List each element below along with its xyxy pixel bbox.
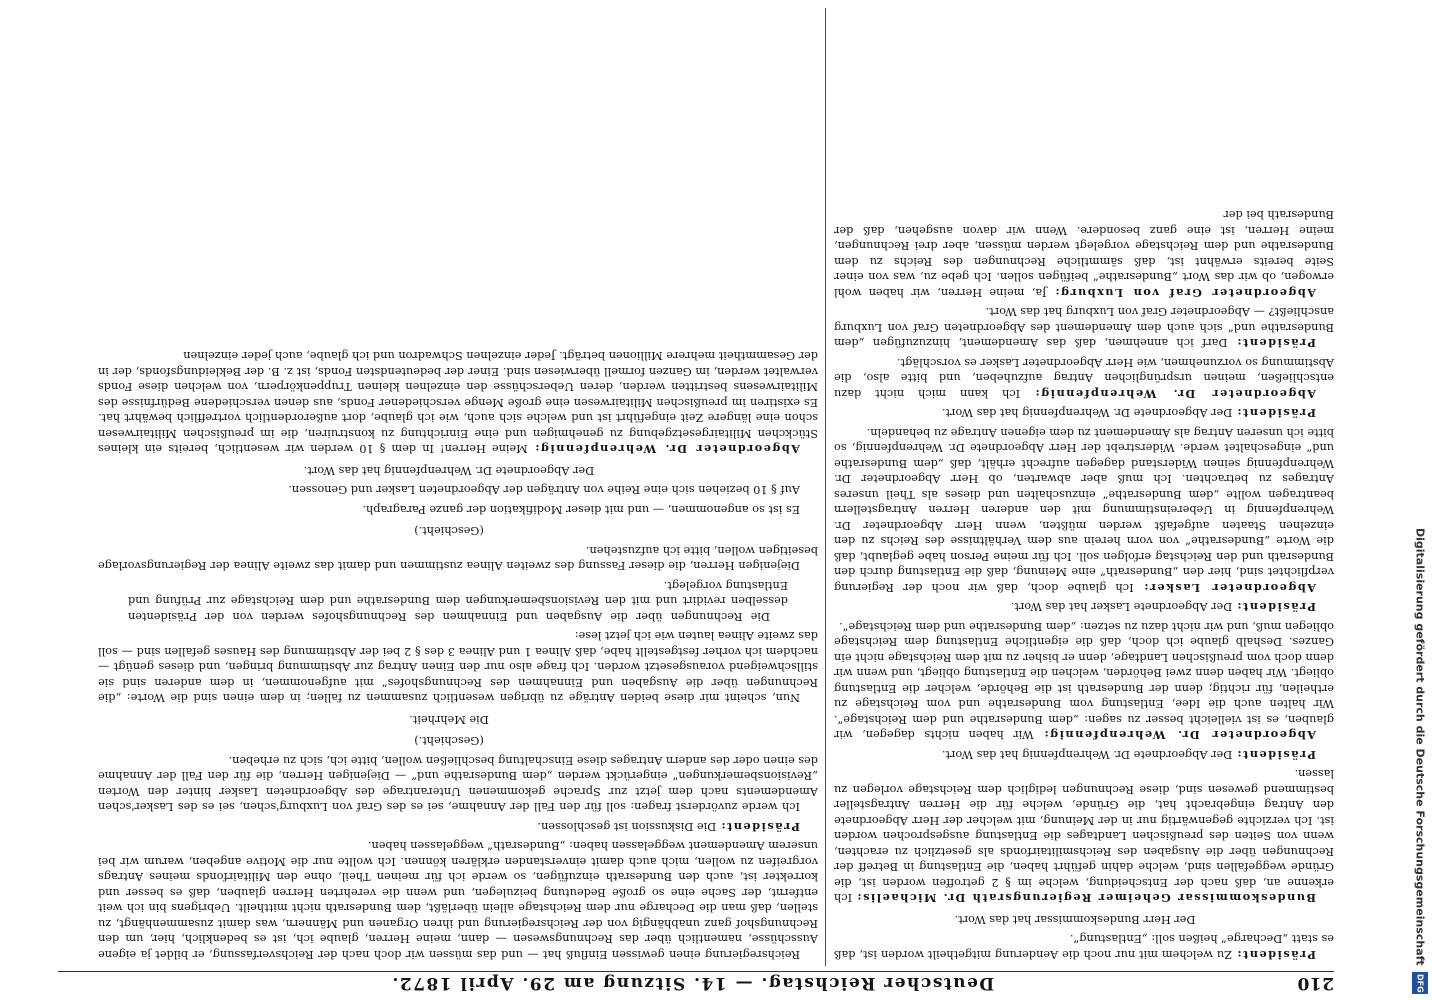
page-header <box>58 971 1334 994</box>
paragraph <box>98 543 818 574</box>
centered-line: Die Mehrheit. <box>409 713 489 726</box>
paragraph <box>98 819 818 835</box>
speaker-name: Abgeordneter Dr. Wehrenpfennig: <box>533 442 800 457</box>
paragraph <box>834 931 1334 962</box>
paragraph-text: Darf ich annehmen, daß das Amendement, hinzuzufügen „dem Bundesrathe und“ sich auch dem Amendement des Abgeordneten Graf von Luxburg anschließt? — Abgeordneter Graf von Luxburg hat das Wort. <box>834 305 1334 350</box>
speaker-name: Präsident: <box>1235 600 1316 615</box>
speaker-name: Abgeordneter Dr. Wehrenpfennig: <box>1043 728 1316 743</box>
paragraph-text: Der Abgeordnete Lasker hat das Wort. <box>1010 600 1233 614</box>
paragraph-text: Ich werde zuvörderst fragen: soll für den Fall der Annahme, sei es des Graf von Luxburg'schen, sei es des Lasker'schen Amendements nach dem jetzt zur Sprache gekommenen Unterantrage des Abgeordneten Lasker hinter den Worten „Revisionsbemerkungen“ eingerückt werden „dem Bundesrathe und“ — Diejenigen Herren, die für den Fall der Annahme des einen oder des andern Antrages diese Einschaltung beschließen wollen, bitte ich, sich zu erheben. <box>98 754 818 814</box>
paragraph <box>98 753 818 815</box>
column-divider <box>825 8 826 966</box>
digitization-footer <box>1408 0 1432 1000</box>
paragraph-text: Nun, scheint mir diese beiden Anträge zu übrigen wesentlich zusammen zu fallen; in dem einen sind die Worte: „die Rechnungen über die Ausgaben und Einnahmen des Rechnungshofes“ mit aufgenommen, in dem anderen sind sie stillschweigend vorausgesetzt worden. Ich frage also nur den Einen Antrag zur Abstimmung bringen, und dieses genügt — nachdem ich vorher festgestellt habe, daß Alinea 1 und Alinea 3 des § 2 bei der Abstimmung des Hauses gefallen sind — soll das zweite Alinea lauten wie ich jetzt lese: <box>98 629 818 705</box>
digitization-note: Digitalisierung gefördert durch die Deutsche Forschungsgemeinschaft <box>1413 528 1427 966</box>
speaker-name: Präsident: <box>1235 406 1316 421</box>
paragraph-text: Ich erkenne an, daß nach der Entscheidung, welche im § 2 getroffen worden ist, die Gründe weggefallen sind, welche dahin geführt haben, die Entlastung in Betreff der Rechnungen über die Ausgaben des Reichsmilitairfonds als gesetzlich zu erachten, wenn von Seiten des preußischen Landtages die Entlastung ausgesprochen worden ist. Ich verzichte gegenwärtig nur in der Meinung, mit welcher der Herr Abgeordnete den Antrag eingebracht hat, die Gründe, welche für die Herren Antragsteller bestimmend gewesen sind, diese Rechnungen lediglich dem Reichstage vorlegen zu lassen. <box>834 767 1334 905</box>
paragraph-text: Wir haben nichts dagegen, wir glauben, es ist vielleicht besser zu sagen: „dem Bundesrathe und dem Reichstage“. Wir halten auch die Idee, Entlastung vom Bundesrathe und vom Reichstage zu ertheilen, für richtig; denn der Bundesrath ist die Behörde, welcher die Entlastung obliegt. Wir haben denn zwei Behörden, welchen die Entlastung obliegt, und wenn wir denn doch vom preußischen Landtage, denn er bisher zu mit dem Reichstage nicht ein Ganzes. Deshalb glaube ich doch, daß die eigentliche Entlastung dem Reichstage obliegen muß, und wir nicht dazu zu setzen: „dem Bundesrathe und dem Reichstage“. <box>834 620 1334 742</box>
paragraph-text: Die Diskussion ist geschlossen. <box>537 820 717 833</box>
quoted-text: Die Rechnungen über die Ausgaben und Einnahmen des Rechnungshofes werden von der Präsidenten desselben revidirt und mit den Revisionsbemerkungen dem Bundesrathe und dem Reichstage zur Prüfung und Entlastung vorgelegt. <box>128 579 788 623</box>
paragraph <box>98 838 818 962</box>
paragraph-text: Auf § 10 beziehen sich eine Reihe von Anträgen der Abgeordneten Lasker und Genossen. <box>288 483 800 497</box>
centered-line: Der Herr Bundeskommissar hat das Wort. <box>954 913 1196 926</box>
speaker-name: Präsident: <box>1235 336 1316 351</box>
running-title: Deutscher Reichstag. — 14. Sitzung am 29. April 1872. <box>390 973 995 993</box>
paragraph-text: Ich glaube doch, daß wir noch der Regierung verpflichtet sind, hier den „Bundesrath“ eine Meinung, daß die Entlastung durch den Bundesrath und den Reichstag erfolgen soll. Ich für meine Person habe geglaubt, daß die Worte „Bundesrathe“ von vorn herein aus dem Verhältnisse des Reichs zu den einzelnen Staaten aufgefaßt werden müßten, wenn Herr Abgeordneter Dr. Wehrenpfennig in Uebereinstimmung mit den anderen Herren Antragstellern beantragen wollte „dem Bundesrathe“ einzuschalten und dieses als Theil unseres Antrages zu betrachten. Ich muß aber abwarten, ob Herr Abgeordneter Dr. Wehrenpfennig seinen Widerstand dagegen aufrecht erhält, daß „dem Bundesrathe und“ eingeschaltet werde. Widerstrebt der Herr Abgeordnete Dr. Wehrenpfennig, so bitte ich unseren Antrag als Amendement zu dem eigenen Antrage zu behandeln. <box>834 426 1334 594</box>
right-column <box>98 10 818 962</box>
paragraph <box>834 207 1334 300</box>
paragraph <box>98 628 818 706</box>
paragraph <box>834 747 1334 763</box>
paragraph-text: Es ist so angenommen, — und mit dieser Modifikation der ganze Paragraph. <box>362 503 800 516</box>
speaker-name: Präsident: <box>1235 948 1316 962</box>
paragraph-text: Der Abgeordnete Dr. Wehrenpfennig hat das Wort. <box>941 406 1233 420</box>
speaker-name: Präsident: <box>1235 748 1316 762</box>
paragraph <box>834 599 1334 615</box>
paragraph-text: Zu welchem mit nur noch die Aenderung mitgetheilt worden ist, daß es statt „Decharge“ heißen soll: „Entlastung“. <box>834 932 1334 961</box>
paragraph <box>834 304 1334 351</box>
paragraph <box>98 348 818 457</box>
dfg-logo: DFG <box>1412 972 1428 994</box>
paragraph-text: Meine Herren! In dem § 10 werden wir wesentlich, bereits ein kleines Stückchen Militairgesetzgebung zu genehmigen und eine Einrichtung zu konstruiren, die im preußischen Militairwesen schon eine längere Zeit eingeführt ist und welche sich auch, wie ich glaube, dort außerordentlich vortrefflich bewährt hat. Es existiren im preußischen Militairwesen eine große Menge verschiedener Fonds, aus denen verschiedene Bedürfnisse des Militairwesens bestritten werden, deren Ueberschüsse den einzelnen kleinen Truppenkörpern, von welchen diese Fonds verwaltet werden, im Ganzen formell überwiesen sind. Einer der bedeutendsten Fonds, ist z. B. der Bekleidungsfonds, der in der Gesammtheit mehrere Millionen beträgt. Jeder einzelnen Schwadron und ich glaube, auch jeder einzelnen <box>98 349 818 456</box>
centered-line: Der Abgeordnete Dr. Wehrenpfennig hat das Wort. <box>303 464 595 477</box>
stage-direction: (Geschieht.) <box>414 734 484 748</box>
paragraph-text: Diejenigen Herren, die dieser Fassung des zweiten Alinea zustimmen und damit das zweite Alinea der Regierungsvorlage beseitigen wollen, bitte ich aufzustehen. <box>98 544 818 573</box>
paragraph-text: Ja, meine Herren, wir haben wohl erwogen, ob wir das Wort „Bundesrathe“ beifügen sollen. Ich gebe zu, was von einer Seite bereits erwähnt ist, daß sämmtliche Rechnungen des Reichs zu dem Bundesrathe und dem Reichstage vorgelegt werden müssen, aber drei Rechnungen, meine Herren, ist eine ganz besondere. Wenn wir davon ausgehen, daß der Bundesrath bei der <box>834 208 1334 299</box>
speaker-name: Bundeskommissar Geheimer Regierungsrath Dr. Michaelis: <box>855 891 1316 906</box>
paragraph-text: Der Abgeordnete Dr. Wehrenpfennig hat das Wort. <box>941 748 1233 761</box>
paragraph <box>834 355 1334 402</box>
speaker-name: Abgeordneter Lasker: <box>1142 581 1316 595</box>
stage-direction: (Geschieht.) <box>414 524 484 538</box>
paragraph <box>834 425 1334 596</box>
paragraph <box>98 502 818 518</box>
speaker-name: Präsident: <box>719 820 800 834</box>
paragraph <box>834 405 1334 421</box>
speaker-name: Abgeordneter Dr. Wehrenpfennig: <box>1034 387 1316 401</box>
paragraph-text: Reichsregierung einen gewissen Einfluß hat — und das müssen wir doch nach der Reichsverfassung, er bildet ja eigene Ausschüsse, namentlich über das Rechnungswesen — dann, meine Herren, glaube ich, ist es bedenklich, hier, um den Rechnungshof ganz unabhängig von der Reichsregierung und ihren Organen und Männern, was damit zusammenhängt, zu stellen, daß man die Decharge nur dem Reichstage allein überläßt, dem Bundesrath nicht mittheilt. Uebrigens bin ich weit entfernt, der Sache eine so große Bedeutung beizulegen, und wenn die verehrten Herren glauben, daß es besser und korrekter ist, auch den Bundesrath einzufügen, so werde ich für meinen Theil, ohne den Militairfonds meines Antrags vorgreifen zu wollen, mich auch damit einverstanden erklären können. Ich wollte nur die Motive angeben, warum wir bei unserem Amendement weggelassen haben: „Bundesrath“ weggelassen haben. <box>98 839 818 961</box>
paragraph <box>834 766 1334 906</box>
paragraph <box>834 619 1334 743</box>
page-number: 210 <box>1297 973 1334 993</box>
paragraph <box>98 482 818 498</box>
left-column <box>834 10 1334 962</box>
speaker-name: Abgeordneter Graf von Luxburg: <box>1053 286 1316 300</box>
paragraph-text: Ich kann mich nicht dazu entschließen, meinen ursprünglichen Antrag aufzuheben, und bitte also, die Abstimmung so vorzunehmen, wie Herr Abgeordneter Lasker es vorschlägt. <box>834 356 1334 400</box>
